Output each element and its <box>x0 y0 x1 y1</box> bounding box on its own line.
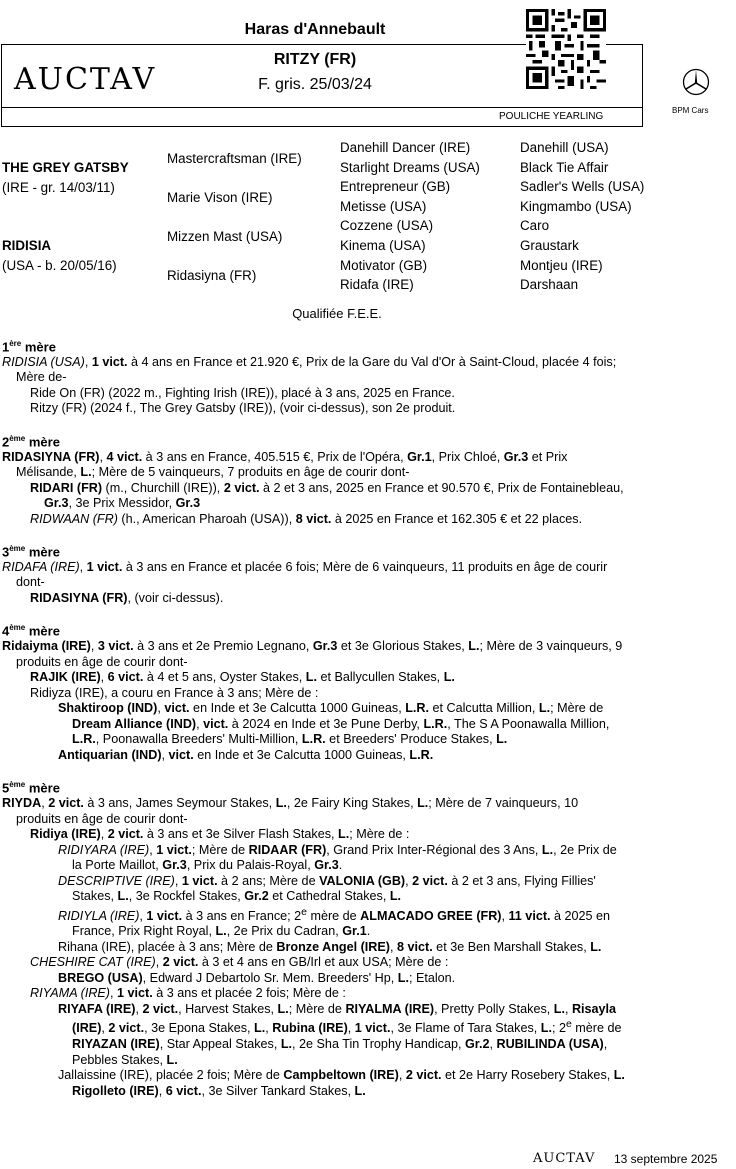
header-divider <box>1 107 643 108</box>
pedigree-entry: CHESHIRE CAT (IRE), 2 vict. à 3 et 4 ans en GB/Irl et aux USA; Mère de : <box>30 955 449 970</box>
pedigree-gen3: Danehill Dancer (IRE) <box>340 140 471 155</box>
section-title <box>2 336 626 355</box>
horse-sex-dob: F. gris. 25/03/24 <box>258 76 372 93</box>
mercedes-logo-icon <box>682 68 710 96</box>
footer-date: 13 septembre 2025 <box>614 1152 718 1166</box>
pedigree-entry: RIDISIA (USA), 1 vict. à 4 ans en France et 21.920 €, Prix de la Gare du Val d'Or à Saint-Cloud, placée 4 fois; Mère de- <box>2 354 617 385</box>
pedigree-entry: RIYAFA (IRE), 2 vict., Harvest Stakes, L.; Mère de RIYALMA (IRE), Pretty Polly Stakes, L., Risayla (IRE), 2 vict., 3e Epona Stakes, L., Rubina (IRE), 1 vict., 3e Flame of Tara Stakes, L.; 2e mère de RIYAZAN (IRE), Star Appeal Stakes, L., 2e Sha Tin Trophy Handicap, Gr.2, RUBILINDA (USA), Pebbles Stakes, L. <box>58 1001 622 1067</box>
section-word: mère <box>25 544 60 560</box>
section-number: 4 <box>2 623 10 639</box>
pedigree-entry: Rihana (IRE), placée à 3 ans; Mère de Bronze Angel (IRE), 8 vict. et 3e Ben Marshall Stakes, L. <box>58 939 602 954</box>
section-word: mère <box>25 780 60 796</box>
family-history <box>2 336 626 1099</box>
dam-detail: (USA - b. 20/05/16) <box>2 258 117 273</box>
haras-name: Haras d'Annebault <box>244 21 386 38</box>
sire-name: THE GREY GATSBY <box>2 160 129 175</box>
category-label: POULICHE YEARLING <box>499 111 604 122</box>
section-word: mère <box>25 434 60 450</box>
footer-logo: AUCTAV <box>533 1151 596 1166</box>
pedigree-gen3: Starlight Dreams (USA) <box>340 159 480 175</box>
auctav-logo: AUCTAV <box>14 62 157 97</box>
pedigree-gen3: Kinema (USA) <box>340 238 426 253</box>
pedigree-gen3: Metisse (USA) <box>340 198 427 214</box>
pedigree-gen3: Cozzene (USA) <box>340 218 434 234</box>
section-title <box>2 431 626 450</box>
pedigree-gen4: Black Tie Affair <box>520 159 609 175</box>
section-number: 2 <box>2 434 10 450</box>
pedigree-gen3: Ridafa (IRE) <box>340 277 414 293</box>
pedigree-entry: RIYAMA (IRE), 1 vict. à 3 ans et placée 2 fois; Mère de : <box>30 986 346 1001</box>
pedigree-entry: RIDASIYNA (FR), 4 vict. à 3 ans en France, 405.515 €, Prix de l'Opéra, Gr.1, Prix Chloé, Gr.3 et Prix Mélisande, L.; Mère de 5 vainqueurs, 7 produits en âge de courir dont- <box>2 449 568 480</box>
pedigree-entry: Jallaissine (IRE), placée 2 fois; Mère de Campbeltown (IRE), 2 vict. et 2e Harry Rosebery Stakes, L. Rigolleto (IRE), 6 vict., 3e Silver Tankard Stakes, L. <box>58 1068 625 1098</box>
pedigree-entry: Ritzy (FR) (2024 f., The Grey Gatsby (IRE)), (voir ci-dessus), son 2e produit. <box>30 401 456 416</box>
pedigree-entry: RIDWAAN (FR) (h., American Pharoah (USA)), 8 vict. à 2025 en France et 162.305 € et 22 places. <box>30 511 583 526</box>
pedigree-gen4: Montjeu (IRE) <box>520 257 603 273</box>
pedigree-entry: RIDIYARA (IRE), 1 vict.; Mère de RIDAAR (FR), Grand Prix Inter-Régional des 3 Ans, L., 2e Prix de la Porte Maillot, Gr.3, Prix du Palais-Royal, Gr.3. <box>58 842 617 873</box>
sire-detail: (IRE - gr. 14/03/11) <box>2 180 115 195</box>
sponsor-label: BPM Cars <box>672 106 709 115</box>
pedigree-entry: RIDAFA (IRE), 1 vict. à 3 ans en France et placée 6 fois; Mère de 6 vainqueurs, 11 produits en âge de courir dont- <box>2 559 608 590</box>
section-ordinal: ème <box>9 544 26 554</box>
pedigree-entry: Ridiya (IRE), 2 vict. à 3 ans et 3e Silver Flash Stakes, L.; Mère de : <box>30 827 410 842</box>
pedigree-gen4: Caro <box>520 218 550 234</box>
dam-name: RIDISIA <box>2 238 52 253</box>
pedigree-gen4: Kingmambo (USA) <box>520 198 632 214</box>
pedigree-gen4: Danehill (USA) <box>520 140 609 155</box>
pedigree-gen4: Sadler's Wells (USA) <box>520 179 645 195</box>
pedigree-gen2: Ridasiyna (FR) <box>167 268 257 283</box>
section-ordinal: ème <box>9 780 26 790</box>
pedigree-entry: RIDARI (FR) (m., Churchill (IRE)), 2 vict. à 2 et 3 ans, 2025 en France et 90.570 €, Prix de Fontainebleau, Gr.3, 3e Prix Messidor, Gr.3 <box>30 480 624 511</box>
horse-name: RITZY (FR) <box>273 51 357 68</box>
pedigree-entry: Shaktiroop (IND), vict. en Inde et 3e Calcutta 1000 Guineas, L.R. et Calcutta Million, L.; Mère de Dream Alliance (IND), vict. à 2024 en Inde et 3e Pune Derby, L.R., The S A Poonawalla Million, L.R., Poonawalla Breeders' Multi-Million, L.R. et Breeders' Produce Stakes, L. <box>58 701 610 747</box>
pedigree-entry: BREGO (USA), Edward J Debartolo Sr. Mem. Breeders' Hp, L.; Etalon. <box>58 970 456 985</box>
pedigree-gen2: Mastercraftsman (IRE) <box>167 151 302 166</box>
pedigree-entry: Ride On (FR) (2022 m., Fighting Irish (IRE)), placé à 3 ans, 2025 en France. <box>30 385 455 400</box>
pedigree-entry: Antiquarian (IND), vict. en Inde et 3e Calcutta 1000 Guineas, L.R. <box>58 747 434 762</box>
qualification: Qualifiée F.E.E. <box>292 306 382 321</box>
section-title <box>2 777 626 796</box>
pedigree-gen2: Mizzen Mast (USA) <box>167 229 283 244</box>
qr-code-icon <box>526 9 606 89</box>
section-number: 5 <box>2 780 10 796</box>
pedigree-entry: RIYDA, 2 vict. à 3 ans, James Seymour Stakes, L., 2e Fairy King Stakes, L.; Mère de 7 vainqueurs, 10 produits en âge de courir dont- <box>2 796 579 826</box>
pedigree-gen3: Motivator (GB) <box>340 257 428 273</box>
pedigree-entry: RIDIYLA (IRE), 1 vict. à 3 ans en France; 2e mère de ALMACADO GREE (FR), 11 vict. à 2025 en France, Prix Right Royal, L., 2e Prix du Cadran, Gr.1. <box>58 905 611 939</box>
pedigree-gen4: Graustark <box>520 238 579 253</box>
section-number: 3 <box>2 544 10 560</box>
pedigree-entry: Ridiyza (IRE), a couru en France à 3 ans; Mère de : <box>30 685 319 700</box>
section-number: 1 <box>2 339 10 355</box>
section-ordinal: ère <box>9 339 22 348</box>
pedigree-entry: RAJIK (IRE), 6 vict. à 4 et 5 ans, Oyster Stakes, L. et Ballycullen Stakes, L. <box>30 670 455 685</box>
pedigree-gen3: Entrepreneur (GB) <box>340 179 451 195</box>
pedigree-gen2: Marie Vison (IRE) <box>167 190 273 205</box>
section-title <box>2 541 626 560</box>
section-ordinal: ème <box>9 623 26 633</box>
pedigree-gen4: Darshaan <box>520 277 579 293</box>
pedigree-entry: Ridaiyma (IRE), 3 vict. à 3 ans et 2e Premio Legnano, Gr.3 et 3e Glorious Stakes, L.; Mère de 3 vainqueurs, 9 produits en âge de courir dont- <box>2 639 623 669</box>
section-ordinal: ème <box>9 433 26 443</box>
section-word: mère <box>21 339 56 355</box>
section-title <box>2 620 626 639</box>
pedigree-entry: RIDASIYNA (FR), (voir ci-dessus). <box>30 590 224 605</box>
pedigree-entry: DESCRIPTIVE (IRE), 1 vict. à 2 ans; Mère de VALONIA (GB), 2 vict. à 2 et 3 ans, Flying Fillies' Stakes, L., 3e Rockfel Stakes, Gr.2 et Cathedral Stakes, L. <box>58 873 596 904</box>
section-word: mère <box>25 623 60 639</box>
